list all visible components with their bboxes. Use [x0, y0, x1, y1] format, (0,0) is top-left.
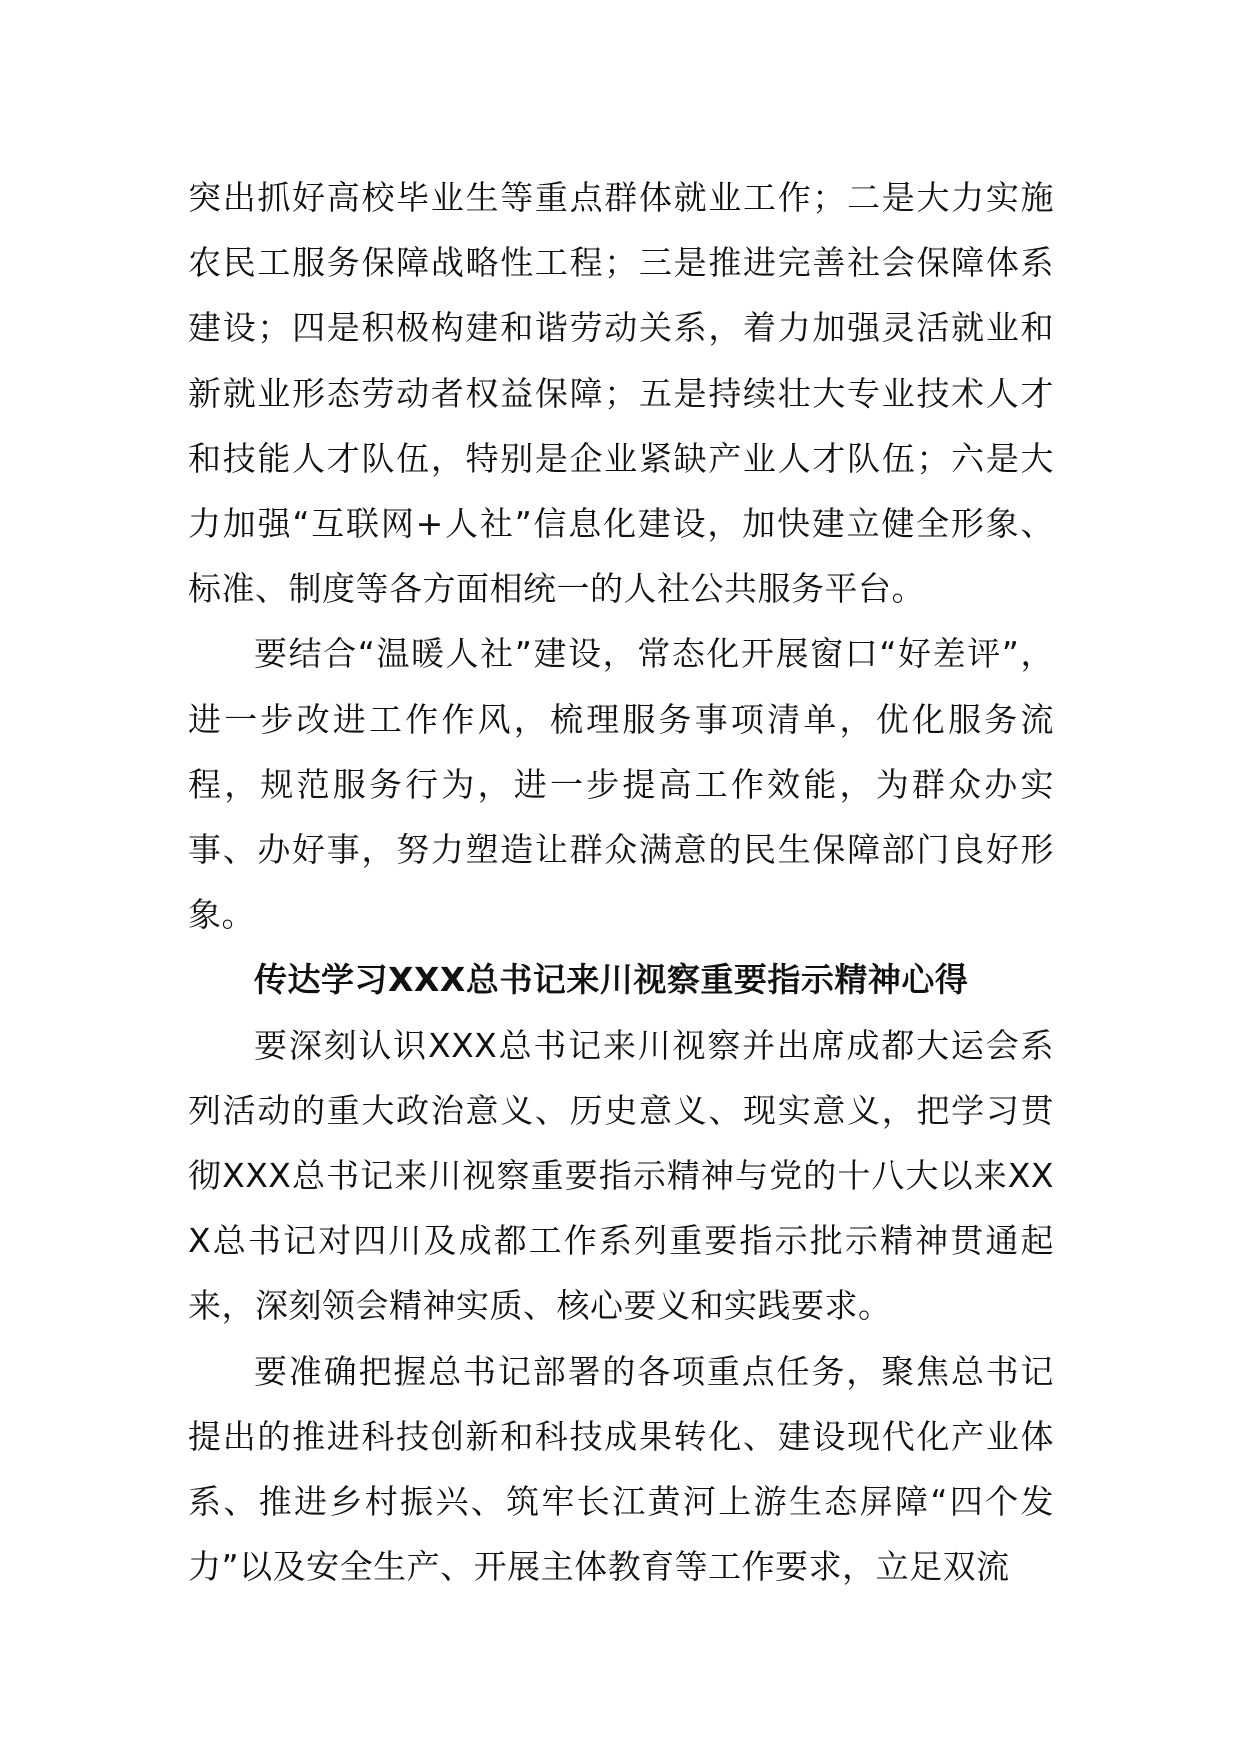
document-body — [188, 165, 1054, 1599]
paragraph-employment-tasks: 突出抓好高校毕业生等重点群体就业工作；二是大力实施农民工服务保障战略性工程；三是推进完善社会保障体系建设；四是积极构建和谐劳动关系，着力加强灵活就业和新就业形态劳动者权益保障；五是持续壮大专业技术人才和技能人才队伍，特别是企业紧缺产业人才队伍；六是大力加强“互联网+人社”信息化建设，加快建立健全形象、标准、制度等各方面相统一的人社公共服务平台。 — [188, 178, 1054, 609]
paragraph-warm-social-security: 要结合“温暖人社”建设，常态化开展窗口“好差评”，进一步改进工作作风，梳理服务事项清单，优化服务流程，规范服务行为，进一步提高工作效能，为群众办实事、办好事，努力塑造让群众满意的民生保障部门良好形象。 — [188, 634, 1054, 935]
paragraph-understand-significance: 要深刻认识XXX总书记来川视察并出席成都大运会系列活动的重大政治意义、历史意义、现实意义，把学习贯彻XXX总书记来川视察重要指示精神与党的十八大以来XXX总书记对四川及成都工作系列重要指示批示精神贯通起来，深刻领会精神实质、核心要义和实践要求。 — [188, 1025, 1054, 1326]
paragraph-key-tasks: 要准确把握总书记部署的各项重点任务，聚焦总书记提出的推进科技创新和科技成果转化、建设现代化产业体系、推进乡村振兴、筑牢长江黄河上游生态屏障“四个发力”以及安全生产、开展主体教育等工作要求，立足双流 — [188, 1351, 1054, 1587]
section-heading: 传达学习XXX总书记来川视察重要指示精神心得 — [254, 960, 969, 1000]
